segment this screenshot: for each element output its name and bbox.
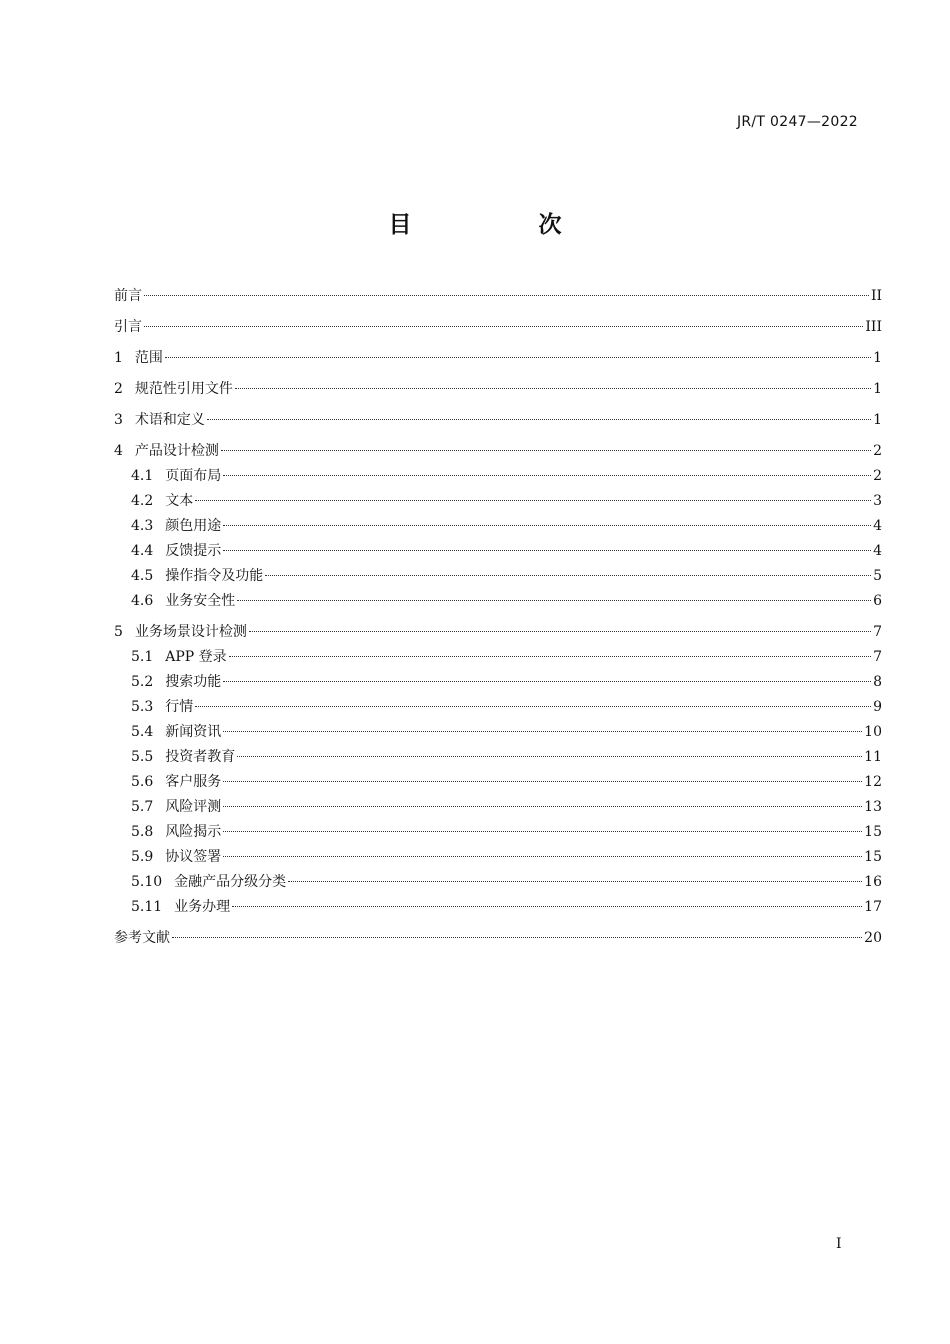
toc-entry-number: 5.9 bbox=[131, 849, 154, 865]
toc-entry-page: 11 bbox=[864, 749, 882, 765]
toc-entry[interactable] bbox=[114, 410, 882, 430]
toc-entry[interactable] bbox=[114, 566, 882, 586]
toc-entry-title: 金融产品分级分类 bbox=[174, 874, 287, 890]
toc-entry-page: 2 bbox=[873, 468, 882, 484]
toc-entry-title: 前言 bbox=[114, 288, 142, 304]
toc-entry-page: 7 bbox=[873, 624, 882, 640]
toc-entry-title: 风险揭示 bbox=[165, 824, 222, 840]
toc-entry-title: 新闻资讯 bbox=[165, 724, 222, 740]
toc-dot-leader bbox=[223, 806, 862, 807]
toc-entry-number: 5.11 bbox=[131, 899, 163, 915]
toc-entry-number: 5.3 bbox=[131, 699, 154, 715]
toc-dot-leader bbox=[237, 756, 862, 757]
toc-entry[interactable] bbox=[114, 541, 882, 561]
toc-dot-leader bbox=[144, 295, 869, 296]
toc-entry-page: 4 bbox=[873, 543, 882, 559]
toc-entry-page: 15 bbox=[864, 824, 882, 840]
toc-entry[interactable] bbox=[114, 348, 882, 368]
toc-entry-page: 16 bbox=[864, 874, 882, 890]
toc-entry[interactable] bbox=[114, 647, 882, 667]
toc-dot-leader bbox=[229, 656, 871, 657]
toc-dot-leader bbox=[288, 881, 862, 882]
toc-entry[interactable] bbox=[114, 822, 882, 842]
toc-entry-page: 13 bbox=[864, 799, 882, 815]
toc-entry-page: 20 bbox=[864, 930, 882, 946]
toc-entry[interactable] bbox=[114, 317, 882, 337]
toc-entry[interactable] bbox=[114, 591, 882, 611]
toc-entry-number: 4.3 bbox=[131, 518, 154, 534]
toc-entry[interactable] bbox=[114, 672, 882, 692]
toc-entry-number: 4.6 bbox=[131, 593, 154, 609]
toc-entry-title: 行情 bbox=[165, 699, 194, 715]
toc-dot-leader bbox=[195, 706, 871, 707]
toc-entry-title: 风险评测 bbox=[165, 799, 222, 815]
toc-entry[interactable] bbox=[114, 772, 882, 792]
toc-entry-page: 8 bbox=[873, 674, 882, 690]
toc-entry-number: 4 bbox=[114, 443, 123, 459]
toc-entry-title: 业务办理 bbox=[174, 899, 231, 915]
toc-entry-title: 文本 bbox=[165, 493, 194, 509]
toc-entry-number: 5.4 bbox=[131, 724, 154, 740]
toc-entry-number: 2 bbox=[114, 381, 123, 397]
toc-entry-title: 反馈提示 bbox=[165, 543, 222, 559]
toc-entry-page: 10 bbox=[864, 724, 882, 740]
document-code: JR/T 0247—2022 bbox=[736, 114, 858, 130]
toc-entry[interactable] bbox=[114, 897, 882, 917]
toc-dot-leader bbox=[223, 831, 862, 832]
toc-entry[interactable] bbox=[114, 441, 882, 461]
toc-dot-leader bbox=[223, 856, 862, 857]
toc-entry-page: 7 bbox=[873, 649, 882, 665]
toc-entry-title: 业务场景设计检测 bbox=[134, 624, 247, 640]
toc-entry-title: 操作指令及功能 bbox=[165, 568, 264, 584]
toc-entry-title: 投资者教育 bbox=[165, 749, 236, 765]
toc-dot-leader bbox=[221, 450, 871, 451]
toc-entry[interactable] bbox=[114, 622, 882, 642]
toc-entry-number: 5.8 bbox=[131, 824, 154, 840]
toc-dot-leader bbox=[144, 326, 863, 327]
toc-dot-leader bbox=[249, 631, 871, 632]
toc-dot-leader bbox=[223, 731, 862, 732]
toc-dot-leader bbox=[223, 550, 871, 551]
toc-entry-title: 引言 bbox=[114, 319, 142, 335]
page-title: 目 次 bbox=[388, 212, 614, 238]
toc-entry-page: 1 bbox=[873, 381, 882, 397]
toc-entry-number: 4.4 bbox=[131, 543, 154, 559]
toc-entry-title: APP 登录 bbox=[165, 649, 227, 665]
toc-entry-title: 规范性引用文件 bbox=[134, 381, 233, 397]
toc-entry-title: 范围 bbox=[134, 350, 163, 366]
toc-entry-page: 1 bbox=[873, 350, 882, 366]
toc-dot-leader bbox=[165, 357, 871, 358]
toc-entry-number: 1 bbox=[114, 350, 123, 366]
toc-entry[interactable] bbox=[114, 797, 882, 817]
toc-entry-title: 页面布局 bbox=[165, 468, 222, 484]
toc-dot-leader bbox=[223, 681, 871, 682]
toc-entry[interactable] bbox=[114, 928, 882, 948]
toc-dot-leader bbox=[223, 525, 871, 526]
toc-entry-number: 5.7 bbox=[131, 799, 154, 815]
toc-entry[interactable] bbox=[114, 697, 882, 717]
toc-entry-title: 术语和定义 bbox=[134, 412, 205, 428]
toc-entry-number: 5.1 bbox=[131, 649, 154, 665]
toc-entry-page: 12 bbox=[864, 774, 882, 790]
toc-entry[interactable] bbox=[114, 747, 882, 767]
toc-entry-number: 3 bbox=[114, 412, 123, 428]
toc-dot-leader bbox=[223, 781, 862, 782]
toc-dot-leader bbox=[195, 500, 871, 501]
toc-entry[interactable] bbox=[114, 872, 882, 892]
toc-entry-title: 搜索功能 bbox=[165, 674, 222, 690]
toc-entry-page: 4 bbox=[873, 518, 882, 534]
toc-entry[interactable] bbox=[114, 847, 882, 867]
toc-entry-page: III bbox=[865, 319, 882, 335]
toc-entry-title: 参考文献 bbox=[114, 930, 170, 946]
toc-entry-page: II bbox=[870, 288, 882, 304]
toc-dot-leader bbox=[265, 575, 871, 576]
toc-entry-title: 颜色用途 bbox=[165, 518, 222, 534]
toc-entry[interactable] bbox=[114, 379, 882, 399]
toc-entry-title: 业务安全性 bbox=[165, 593, 236, 609]
toc-dot-leader bbox=[207, 419, 871, 420]
toc-entry-number: 5.6 bbox=[131, 774, 154, 790]
toc-entry-page: 5 bbox=[873, 568, 882, 584]
toc-entry[interactable] bbox=[114, 722, 882, 742]
toc-entry-page: 2 bbox=[873, 443, 882, 459]
toc-entry-page: 6 bbox=[873, 593, 882, 609]
toc-dot-leader bbox=[235, 388, 871, 389]
toc-entry[interactable] bbox=[114, 286, 882, 306]
toc-entry-page: 3 bbox=[873, 493, 882, 509]
toc-entry-number: 4.5 bbox=[131, 568, 154, 584]
toc-entry-title: 产品设计检测 bbox=[134, 443, 219, 459]
toc-entry[interactable] bbox=[114, 516, 882, 536]
toc-entry-page: 1 bbox=[873, 412, 882, 428]
table-of-contents bbox=[114, 286, 882, 948]
toc-entry-number: 5.10 bbox=[131, 874, 163, 890]
toc-dot-leader bbox=[237, 600, 871, 601]
toc-dot-leader bbox=[172, 937, 862, 938]
toc-dot-leader bbox=[223, 475, 871, 476]
toc-entry-page: 9 bbox=[873, 699, 882, 715]
page-number: I bbox=[836, 1236, 842, 1252]
toc-entry[interactable] bbox=[114, 466, 882, 486]
toc-entry-number: 5 bbox=[114, 624, 123, 640]
toc-entry-number: 5.2 bbox=[131, 674, 154, 690]
toc-entry-number: 5.5 bbox=[131, 749, 154, 765]
toc-dot-leader bbox=[232, 906, 862, 907]
toc-entry-number: 4.2 bbox=[131, 493, 154, 509]
toc-entry[interactable] bbox=[114, 491, 882, 511]
toc-entry-page: 17 bbox=[864, 899, 882, 915]
toc-entry-page: 15 bbox=[864, 849, 882, 865]
toc-entry-number: 4.1 bbox=[131, 468, 154, 484]
toc-entry-title: 协议签署 bbox=[165, 849, 222, 865]
toc-entry-title: 客户服务 bbox=[165, 774, 222, 790]
